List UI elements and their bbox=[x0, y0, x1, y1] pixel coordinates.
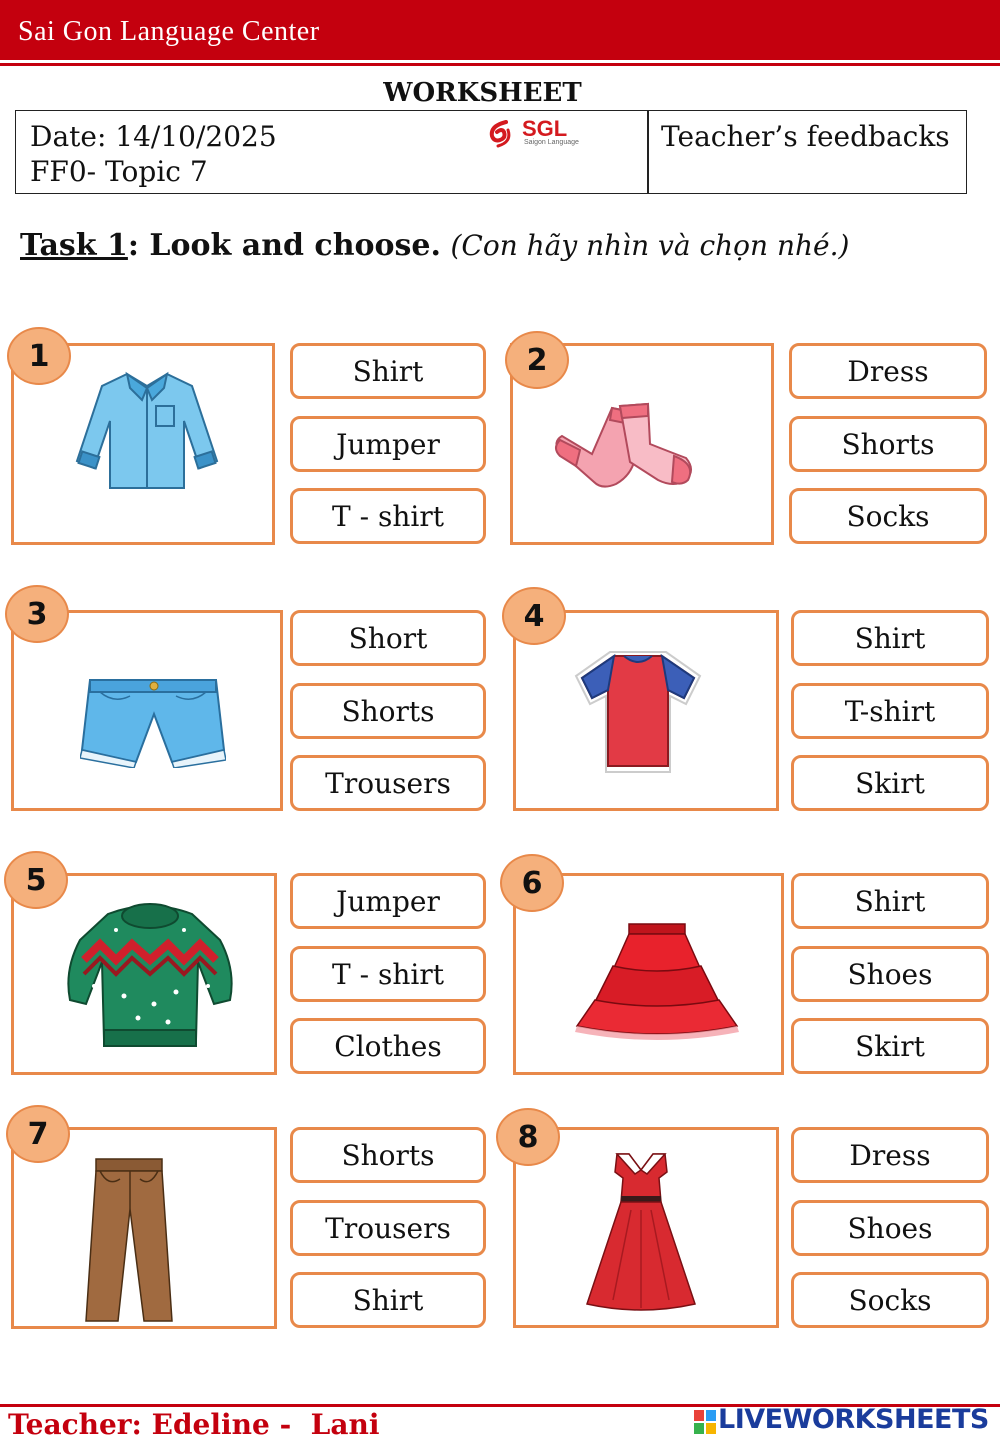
item-8-option-3[interactable]: Socks bbox=[791, 1272, 989, 1328]
tshirt-icon bbox=[570, 646, 706, 776]
item-7-option-2[interactable]: Trousers bbox=[290, 1200, 486, 1256]
item-1-option-2[interactable]: Jumper bbox=[290, 416, 486, 472]
item-7-option-3[interactable]: Shirt bbox=[290, 1272, 486, 1328]
jumper-icon bbox=[64, 900, 236, 1054]
item-8-option-2[interactable]: Shoes bbox=[791, 1200, 989, 1256]
liveworksheets-logo-icon bbox=[694, 1410, 716, 1434]
item-2-option-1[interactable]: Dress bbox=[789, 343, 987, 399]
logo-subtext: Saigon Language bbox=[524, 139, 579, 146]
item-7-number-badge: 7 bbox=[6, 1105, 70, 1163]
header-title: Sai Gon Language Center bbox=[18, 16, 320, 47]
item-6-option-3[interactable]: Skirt bbox=[791, 1018, 989, 1074]
item-5-option-2[interactable]: T - shirt bbox=[290, 946, 486, 1002]
task-title: : Look and choose. bbox=[127, 228, 441, 263]
shirt-icon bbox=[72, 366, 222, 496]
item-3-option-3[interactable]: Trousers bbox=[290, 755, 486, 811]
item-3-option-2[interactable]: Shorts bbox=[290, 683, 486, 739]
item-4-number-badge: 4 bbox=[502, 587, 566, 645]
task-label: Task 1 bbox=[20, 228, 128, 263]
item-4-option-2[interactable]: T-shirt bbox=[791, 683, 989, 739]
class-topic-label: FF0- Topic 7 bbox=[30, 155, 208, 188]
item-5-option-3[interactable]: Clothes bbox=[290, 1018, 486, 1074]
teacher-feedback-label: Teacher’s feedbacks bbox=[661, 120, 950, 153]
item-1-number-badge: 1 bbox=[7, 327, 71, 385]
shorts-icon bbox=[80, 674, 226, 768]
item-1-option-3[interactable]: T - shirt bbox=[290, 488, 486, 544]
worksheet-title: WORKSHEET bbox=[383, 78, 582, 108]
header-divider bbox=[0, 63, 1000, 66]
item-1-option-1[interactable]: Shirt bbox=[290, 343, 486, 399]
item-4-option-3[interactable]: Skirt bbox=[791, 755, 989, 811]
item-3-number-badge: 3 bbox=[5, 585, 69, 643]
item-5-number-badge: 5 bbox=[4, 851, 68, 909]
trousers-icon bbox=[82, 1157, 176, 1325]
footer-teacher: Teacher: Edeline - Lani bbox=[8, 1408, 380, 1441]
item-6-option-2[interactable]: Shoes bbox=[791, 946, 989, 1002]
item-5-option-1[interactable]: Jumper bbox=[290, 873, 486, 929]
item-8-number-badge: 8 bbox=[496, 1108, 560, 1166]
item-3-option-1[interactable]: Short bbox=[290, 610, 486, 666]
item-2-option-3[interactable]: Socks bbox=[789, 488, 987, 544]
task-instruction: (Con hãy nhìn và chọn nhé.) bbox=[450, 229, 850, 262]
item-7-option-1[interactable]: Shorts bbox=[290, 1127, 486, 1183]
item-4-option-1[interactable]: Shirt bbox=[791, 610, 989, 666]
item-2-number-badge: 2 bbox=[505, 331, 569, 389]
info-table-divider bbox=[647, 110, 649, 194]
skirt-icon bbox=[573, 920, 741, 1040]
item-2-option-2[interactable]: Shorts bbox=[789, 416, 987, 472]
date-label: Date: 14/10/2025 bbox=[30, 120, 277, 153]
item-8-option-1[interactable]: Dress bbox=[791, 1127, 989, 1183]
item-6-option-1[interactable]: Shirt bbox=[791, 873, 989, 929]
dress-icon bbox=[583, 1150, 699, 1316]
footer-brand: LIVEWORKSHEETS bbox=[718, 1404, 989, 1435]
logo-text: SGL bbox=[522, 116, 568, 141]
item-6-number-badge: 6 bbox=[500, 854, 564, 912]
socks-icon bbox=[550, 400, 700, 495]
task-heading bbox=[20, 228, 849, 263]
